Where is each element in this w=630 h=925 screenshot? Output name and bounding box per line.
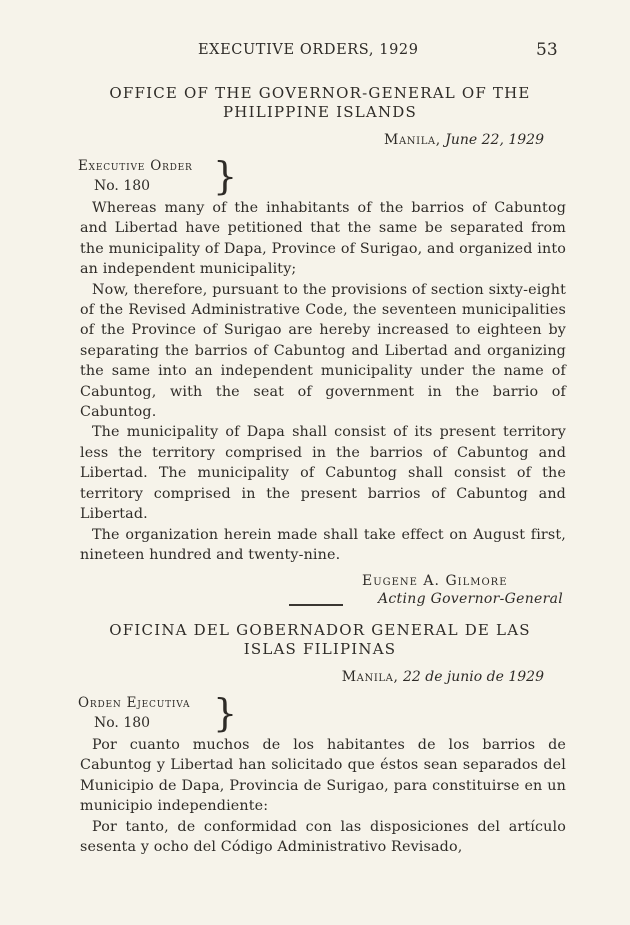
order-number: No. 180 [94, 715, 151, 731]
paragraph: The municipality of Dapa shall consist of its present territory less the territory comprised in the barrios of Cabuntog and Libertad. The municipality of Cabuntog shall consist of the territory comprised in the present barrios of Cabuntog and Libertad. [80, 424, 566, 523]
paragraph: Por tanto, de conformidad con las disposiciones del artículo sesenta y ocho del Código Administrativo Revisado, [80, 818, 566, 856]
paragraph: Now, therefore, pursuant to the provisions of section sixty-eight of the Revised Administrative Code, the seventeen municipalities of the Province of Surigao are hereby increased to eighteen by separating the barrios of Cabuntog and Libertad and organizing the same into an independent municipality under the name of Cabuntog, with the seat of government in the barrio of Cabuntog. [80, 281, 566, 421]
office-heading [70, 84, 570, 122]
section-divider [289, 604, 343, 606]
paragraph: The organization herein made shall take effect on August first, nineteen hundred and twenty-nine. [80, 526, 566, 563]
order-body [80, 735, 566, 857]
order-body [80, 198, 566, 565]
dateline-city: Manila, [341, 669, 399, 685]
office-heading-line2: ISLAS FILIPINAS [243, 640, 397, 658]
office-heading-line1: OFICINA DEL GOBERNADOR GENERAL DE LAS [109, 621, 531, 639]
office-heading [70, 621, 570, 659]
signatory-name: Eugene A. Gilmore [362, 573, 508, 590]
order-label: Executive Order [78, 158, 193, 174]
paragraph: Whereas many of the inhabitants of the barrios of Cabuntog and Libertad have petitioned that the same be separated from the municipality of Dapa, Province of Surigao, and organized into an independent municipality; [80, 200, 566, 278]
order-label: Orden Ejecutiva [78, 695, 191, 711]
dateline [0, 132, 544, 148]
running-head [0, 38, 630, 64]
dateline-date: June 22, 1929 [445, 132, 544, 148]
english-order [0, 84, 630, 607]
order-number: No. 180 [94, 178, 151, 194]
order-heading [78, 691, 630, 735]
office-heading-line1: OFFICE OF THE GOVERNOR-GENERAL OF THE [109, 84, 531, 102]
running-title: EXECUTIVE ORDERS, 1929 [198, 42, 419, 58]
right-brace-icon: } [213, 154, 238, 198]
signature-block [0, 573, 630, 607]
spanish-order [0, 621, 630, 857]
order-heading [78, 154, 630, 198]
dateline-date: 22 de junio de 1929 [402, 669, 544, 685]
page-number: 53 [536, 40, 558, 60]
dateline [0, 669, 544, 685]
right-brace-icon: } [213, 691, 238, 735]
signatory-title: Acting Governor-General [378, 591, 564, 608]
dateline-city: Manila, [384, 132, 441, 148]
office-heading-line2: PHILIPPINE ISLANDS [223, 103, 417, 121]
paragraph: Por cuanto muchos de los habitantes de los barrios de Cabuntog y Libertad han solicitado que éstos sean separados del Municipio de Dapa, Provincia de Surigao, para constituirse en un municipio independiente: [80, 737, 566, 815]
